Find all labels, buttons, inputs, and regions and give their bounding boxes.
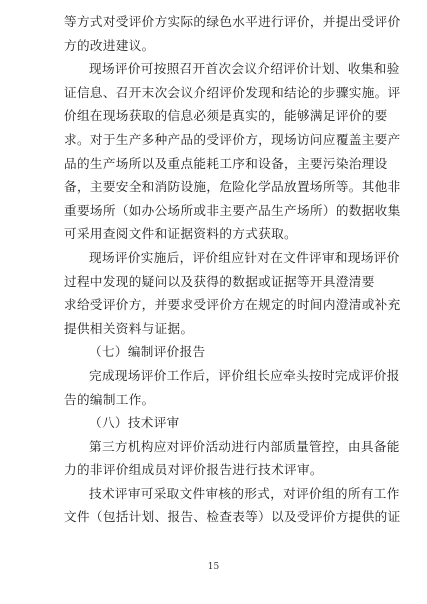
page-number: 15 <box>207 562 220 572</box>
paragraph-first-line: 完成现场评价工作后，评价组长应牵头按时完成评价报 <box>89 367 400 383</box>
text-line: 品的生产场所以及重点能耗工序和设备，主要污染治理设 <box>64 155 388 171</box>
section-heading: （八）技术评审 <box>89 415 180 431</box>
paragraph-first-line: 现场评价实施后，评价组应针对在文件评审和现场评价 <box>89 249 400 265</box>
text-line: 求。对于生产多种产品的受评价方，现场访问应覆盖主要产 <box>64 131 401 147</box>
text-line: 备，主要安全和消防设施，危险化学品放置场所等。其他非 <box>64 179 401 195</box>
text-line: 证信息、召开末次会议介绍评价发现和结论的步骤实施。评 <box>64 84 401 100</box>
text-line: 方的改进建议。 <box>64 37 155 53</box>
text-line: 重要场所（如办公场所或非主要产品生产场所）的数据收集 <box>64 202 401 218</box>
paragraph-first-line: 现场评价可按照召开首次会议介绍评价计划、收集和验 <box>89 61 400 77</box>
paragraph-first-line: 技术评审可采取文件审核的形式，对评价组的所有工作 <box>89 485 400 501</box>
body-text <box>64 10 401 529</box>
text-line: 提供相关资料与证据。 <box>64 320 194 336</box>
text-line: 告的编制工作。 <box>64 391 155 407</box>
section-heading: （七）编制评价报告 <box>89 344 206 360</box>
text-line: 文件（包括计划、报告、检查表等）以及受评价方提供的证 <box>64 509 401 525</box>
text-line: 过程中发现的疑问以及获得的数据或证据等开具澄清要 <box>64 273 375 289</box>
text-line: 力的非评价组成员对评价报告进行技术评审。 <box>64 462 323 478</box>
text-line: 可采用查阅文件和证据资料的方式获取。 <box>64 226 297 242</box>
paragraph-first-line: 第三方机构应对评价活动进行内部质量管控，由具备能 <box>89 438 400 454</box>
text-line: 等方式对受评价方实际的绿色水平进行评价，并提出受评价 <box>64 14 401 29</box>
text-line: 求给受评价方，并要求受评价方在规定的时间内澄清或补充 <box>64 297 401 313</box>
text-line: 价组在现场获取的信息必须是真实的，能够满足评价的要 <box>64 108 388 124</box>
